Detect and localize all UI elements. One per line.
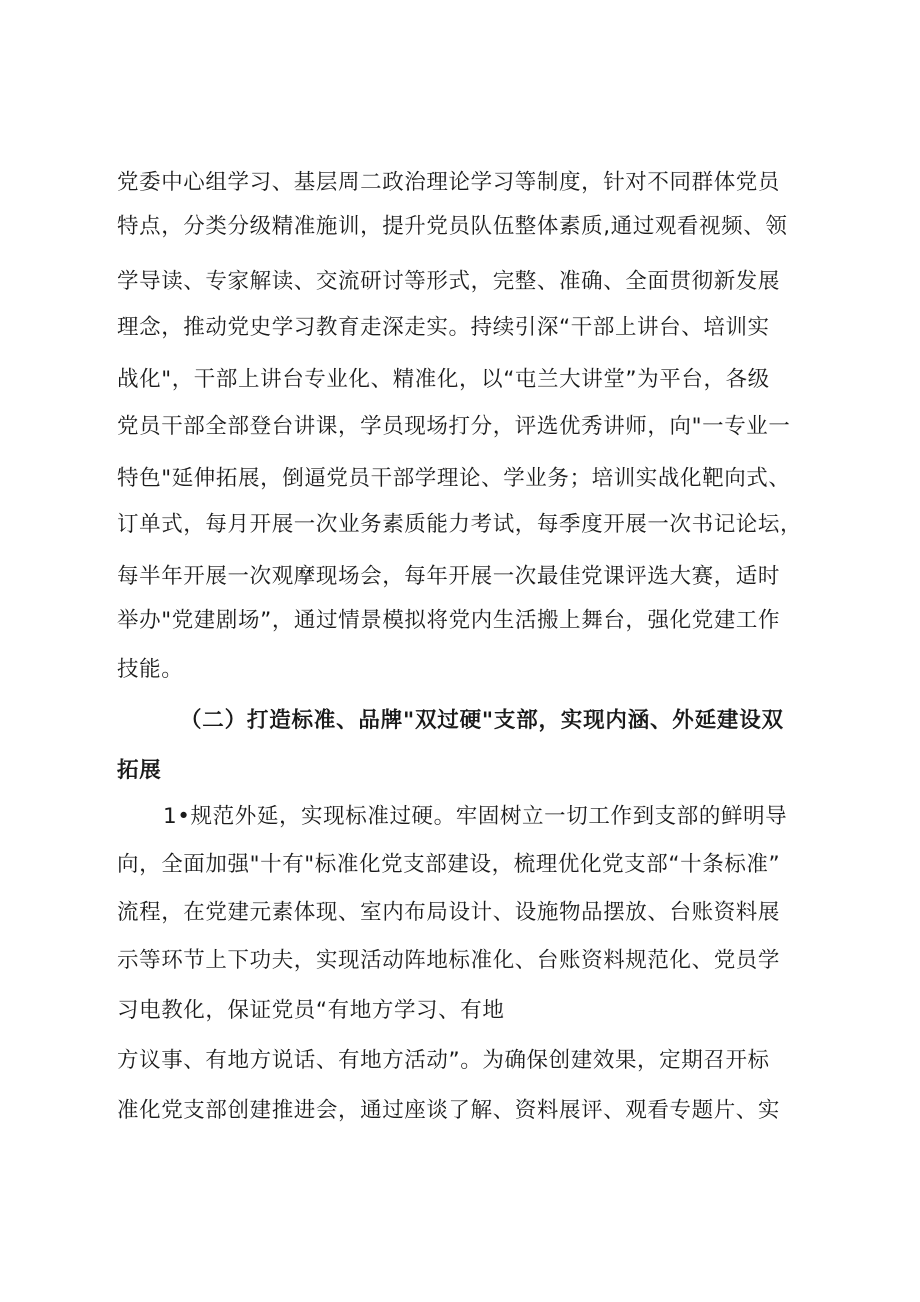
paragraph-line: 特色"延伸拓展，倒逼党员干部学理论、学业务；培训实战化靶向式、	[117, 466, 791, 491]
paragraph-line: 理念，推动党史学习教育走深走实。持续引深“干部上讲台、培训实	[117, 315, 770, 340]
paragraph-line: 准化党支部创建推进会，通过座谈了解、资料展评、观看专题片、实	[117, 1098, 781, 1123]
paragraph-line: 党员干部全部登台讲课，学员现场打分，评选优秀讲师，向"一专业一	[117, 414, 791, 439]
section-heading: （二）打造标准、品牌"双过硬"支部，实现内涵、外延建设双	[180, 708, 784, 733]
paragraph-line: 向，全面加强"十有"标准化党支部建设，梳理优化党支部“十条标准”	[117, 852, 781, 877]
paragraph-line: 流程，在党建元素体现、室内布局设计、设施物品摆放、台账资料展	[117, 900, 781, 925]
paragraph-line: 示等环节上下功夫，实现活动阵地标准化、台账资料规范化、党员学	[117, 948, 781, 973]
paragraph-line: 订单式，每月开展一次业务素质能力考试，每季度开展一次书记论坛，	[117, 512, 803, 537]
paragraph-line: 举办"党建剧场”，通过情景模拟将党内生活搬上舞台，强化党建工作	[117, 608, 781, 633]
paragraph-line: 战化"，干部上讲台专业化、精准化，以“屯兰大讲堂”为平台，各级	[117, 367, 770, 392]
paragraph-line: 1•规范外延，实现标准过硬。牢固树立一切工作到支部的鲜明导	[163, 804, 788, 829]
paragraph-line: 学导读、专家解读、交流研讨等形式，完整、准确、全面贯彻新发展	[117, 269, 781, 294]
paragraph-line: 方议事、有地方说话、有地方活动”。为确保创建效果，定期召开标	[117, 1048, 770, 1073]
paragraph-line: 每半年开展一次观摩现场会，每年开展一次最佳党课评选大赛，适时	[117, 564, 781, 589]
paragraph-line: 党委中心组学习、基层周二政治理论学习等制度，针对不同群体党员	[117, 170, 781, 195]
paragraph-line: 特点，分类分级精准施训，提升党员队伍整体素质,通过观看视频、领	[117, 214, 788, 239]
paragraph-line: 习电教化，保证党员“有地方学习、有地	[117, 998, 505, 1023]
section-heading: 拓展	[117, 758, 162, 783]
paragraph-line: 技能。	[117, 657, 184, 682]
